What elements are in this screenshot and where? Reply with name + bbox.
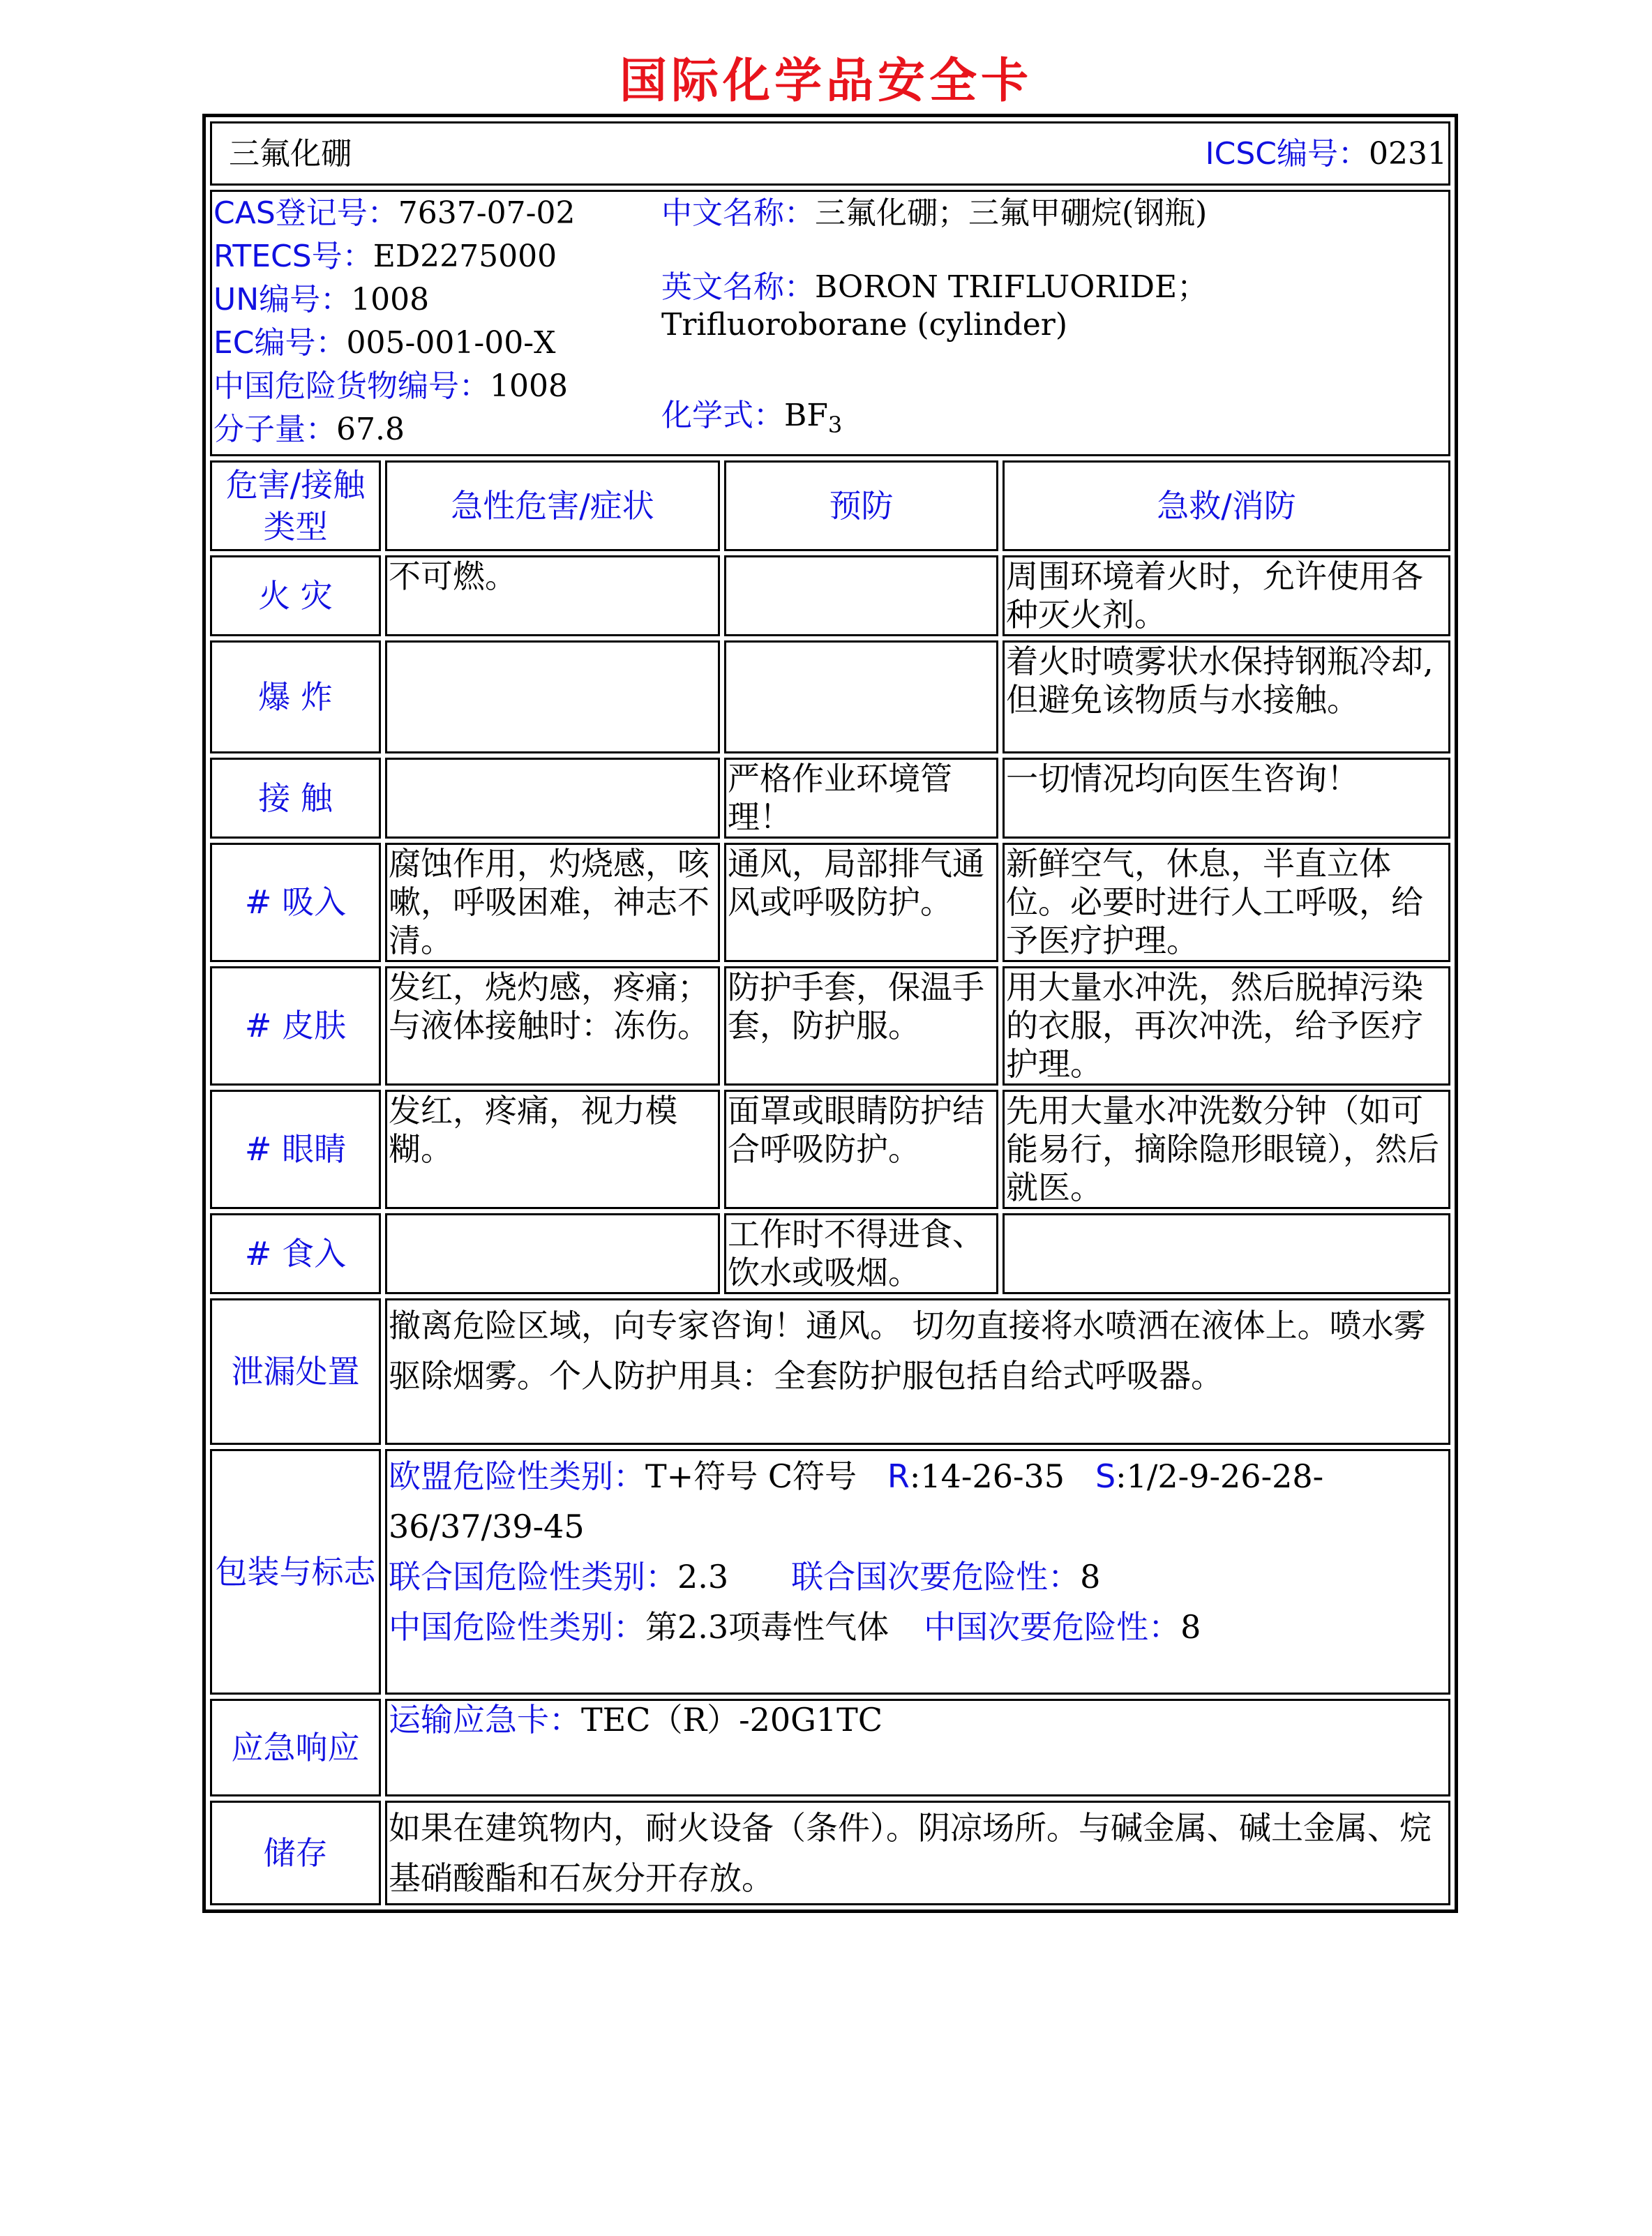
hazard-type: 火 灾 [210, 555, 381, 636]
prevention-cell [724, 555, 998, 636]
ec-label: EC编号： [213, 325, 347, 361]
hazard-row [210, 1090, 1450, 1209]
un-class-label: 联合国危险性类别： [389, 1558, 677, 1596]
column-header: 危害/接触类型 [210, 460, 381, 551]
hazard-type: 接 触 [210, 758, 381, 839]
hazard-type: 爆 炸 [210, 640, 381, 753]
first-aid-cell: 着火时喷雾状水保持钢瓶冷却,但避免该物质与水接触。 [1003, 640, 1450, 753]
cn-sub-label: 中国次要危险性： [924, 1608, 1181, 1646]
cn-class-label: 中国危险性类别： [389, 1608, 645, 1646]
first-aid-cell: 一切情况均向医生咨询！ [1003, 758, 1450, 839]
symptoms-cell: 发红，烧灼感，疼痛；与液体接触时：冻伤。 [385, 966, 720, 1086]
transport-card-label: 运输应急卡： [389, 1701, 581, 1739]
mw-label: 分子量： [213, 412, 336, 447]
formula-value: BF [784, 398, 828, 433]
eu-class-label: 欧盟危险性类别： [389, 1457, 645, 1495]
storage-text: 如果在建筑物内，耐火设备（条件）。阴凉场所。与碱金属、碱土金属、烷基硝酸酯和石灰分开存放。 [385, 1801, 1450, 1905]
en-name-label: 英文名称： [661, 269, 815, 305]
hazard-row [210, 966, 1450, 1086]
prevention-cell: 防护手套，保温手套，防护服。 [724, 966, 998, 1086]
symptoms-cell: 腐蚀作用，灼烧感，咳嗽，呼吸困难，神志不清。 [385, 843, 720, 962]
page-title: 国际化学品安全卡 [619, 54, 1032, 109]
first-aid-cell: 用大量水冲洗，然后脱掉污染的衣服，再次冲洗，给予医疗护理。 [1003, 966, 1450, 1086]
hazard-type: # 吸入 [210, 843, 381, 962]
rtecs-value: ED2275000 [373, 239, 557, 274]
hazard-type: # 食入 [210, 1213, 381, 1294]
un-sub-value: 8 [1080, 1558, 1101, 1596]
prevention-cell: 面罩或眼睛防护结合呼吸防护。 [724, 1090, 998, 1209]
symptoms-cell [385, 1213, 720, 1294]
un-label: UN编号： [213, 282, 352, 317]
hazard-row [210, 1213, 1450, 1294]
identifiers-block [210, 190, 1450, 456]
hazard-row [210, 555, 1450, 636]
un-value: 1008 [351, 282, 430, 317]
safety-card-table [202, 114, 1458, 1913]
column-header: 预防 [724, 460, 998, 551]
cn-name-label: 中文名称： [661, 195, 815, 231]
spill-text: 撤离危险区域，向专家咨询！通风。 切勿直接将水喷洒在液体上。喷水雾驱除烟雾。个人防护用具：全套防护服包括自给式呼吸器。 [385, 1298, 1450, 1445]
symptoms-cell [385, 758, 720, 839]
first-aid-cell: 新鲜空气，休息，半直立体位。必要时进行人工呼吸，给予医疗护理。 [1003, 843, 1450, 962]
hazard-type: # 眼睛 [210, 1090, 381, 1209]
un-sub-label: 联合国次要危险性： [791, 1558, 1081, 1596]
first-aid-cell [1003, 1213, 1450, 1294]
rtecs-label: RTECS号： [213, 239, 373, 274]
cn-dg-label: 中国危险货物编号： [213, 368, 490, 404]
cn-dg-value: 1008 [490, 368, 568, 404]
un-class-value: 2.3 [677, 1558, 729, 1596]
emergency-label: 应急响应 [210, 1699, 381, 1796]
packaging-label: 包装与标志 [210, 1449, 381, 1695]
hazard-row [210, 640, 1450, 753]
first-aid-cell: 周围环境着火时，允许使用各种灭火剂。 [1003, 555, 1450, 636]
mw-value: 67.8 [336, 412, 405, 447]
spill-label: 泄漏处置 [210, 1298, 381, 1445]
prevention-cell: 通风，局部排气通风或呼吸防护。 [724, 843, 998, 962]
eu-class-value: T+符号 C符号 [645, 1457, 857, 1495]
cn-name-value: 三氟化硼；三氟甲硼烷(钢瓶) [815, 195, 1208, 231]
emergency-block [385, 1699, 1450, 1796]
s-value: :1/2-9-26-28-36/37/39-45 [389, 1457, 1324, 1545]
transport-card-value: TEC（R）-20G1TC [581, 1701, 883, 1739]
card-header [210, 121, 1450, 186]
hazard-row [210, 758, 1450, 839]
chemical-name: 三氟化硼 [229, 135, 352, 172]
s-label: S [1095, 1457, 1116, 1495]
column-header: 急性危害/症状 [385, 460, 720, 551]
packaging-block [385, 1449, 1450, 1695]
ec-value: 005-001-00-X [346, 325, 556, 361]
formula-subscript: 3 [827, 411, 843, 438]
storage-label: 储存 [210, 1801, 381, 1905]
cas-label: CAS登记号： [213, 195, 398, 231]
prevention-cell: 工作时不得进食、饮水或吸烟。 [724, 1213, 998, 1294]
symptoms-cell: 发红，疼痛，视力模糊。 [385, 1090, 720, 1209]
formula-label: 化学式： [661, 398, 784, 433]
cn-sub-value: 8 [1180, 1608, 1201, 1646]
cas-value: 7637-07-02 [398, 195, 576, 231]
r-label: R [887, 1457, 910, 1495]
symptoms-cell: 不可燃。 [385, 555, 720, 636]
icsc-value: 0231 [1369, 135, 1447, 172]
hazard-type: # 皮肤 [210, 966, 381, 1086]
icsc-label: ICSC编号： [1205, 135, 1369, 172]
first-aid-cell: 先用大量水冲洗数分钟（如可能易行，摘除隐形眼镜），然后就医。 [1003, 1090, 1450, 1209]
column-header: 急救/消防 [1003, 460, 1450, 551]
hazard-row [210, 843, 1450, 962]
r-value: :14-26-35 [909, 1457, 1065, 1495]
prevention-cell: 严格作业环境管理！ [724, 758, 998, 839]
en-name-value: BORON TRIFLUORIDE；Trifluoroborane (cylinder) [661, 269, 1208, 343]
prevention-cell [724, 640, 998, 753]
symptoms-cell [385, 640, 720, 753]
cn-class-value: 第2.3项毒性气体 [645, 1608, 889, 1646]
